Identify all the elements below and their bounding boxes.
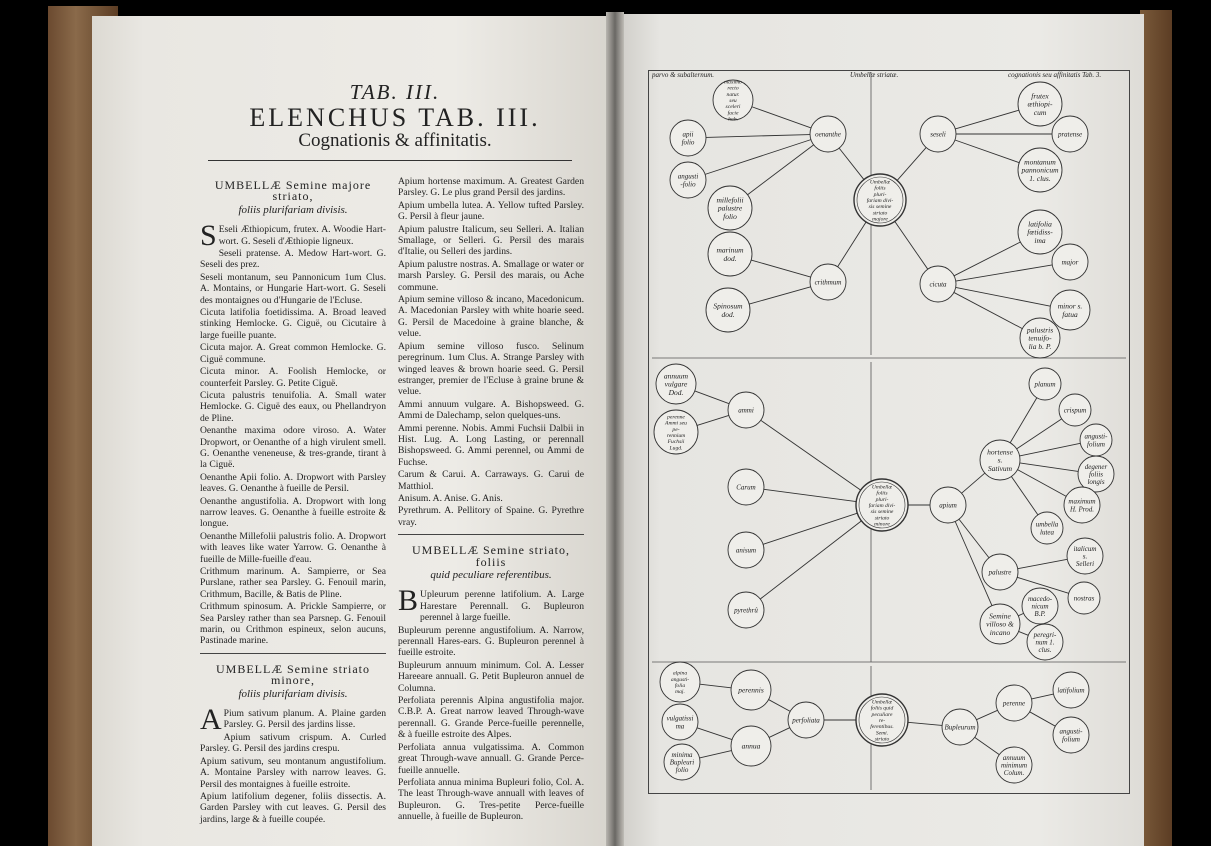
page-title: ELENCHUS TAB. III. xyxy=(249,103,541,132)
diagram-node xyxy=(670,162,706,198)
diagram-edge xyxy=(749,287,810,304)
diagram-node xyxy=(1067,538,1103,574)
diagram-node xyxy=(656,364,696,404)
diagram-edge xyxy=(955,140,1019,163)
diagram-node xyxy=(996,685,1032,721)
entry-paragraph: Ammi perenne. Nobis. Ammi Fuchsii Dalbii in Hist. Lug. A. Long Lasting, or perennall Bishopsweed. G. Ammi perennel, ou Ammi de Fuchse. xyxy=(398,422,584,468)
diagram-node-label: apium xyxy=(939,501,957,510)
diagram-node xyxy=(856,479,908,531)
diagram-node xyxy=(731,726,771,766)
diagram-node xyxy=(1027,624,1063,660)
diagram-node-label: palustre xyxy=(988,568,1012,577)
diagram-edge xyxy=(895,221,928,269)
diagram-node xyxy=(810,116,846,152)
entry-paragraph: Apium latifolium degener, foliis dissectis. A. Garden Parsley with cut leaves. G. Persil des jardins, large & à fueille coupée. xyxy=(200,790,386,825)
diagram-edge xyxy=(705,140,811,175)
diagram-node-label: oenanthe xyxy=(815,130,841,139)
drop-cap: A xyxy=(200,703,222,737)
diagram-edge xyxy=(700,751,732,758)
diagram-node-label: major xyxy=(1061,258,1079,267)
diagram-node xyxy=(728,469,764,505)
diagram-node xyxy=(942,709,978,745)
diagram-node xyxy=(728,392,764,428)
diagram-edge xyxy=(838,222,866,267)
diagram-edge xyxy=(697,415,729,425)
diagram-node-label: perenne Ammi seu pe-rennium Fuchsii Lugd. xyxy=(665,414,687,452)
diagram-node-label: perfoliata xyxy=(792,716,820,725)
diagram-node-label: frutex æthiopi-cum xyxy=(1027,91,1053,117)
diagram-node-label: crispum xyxy=(1063,406,1087,415)
section-heading: UMBELLÆ Semine striato minore, xyxy=(216,661,370,688)
diagram-edge xyxy=(764,489,856,501)
diagram-node-label: latifolia fœtidiss-ima xyxy=(1027,219,1053,245)
diagram-node xyxy=(856,694,908,746)
entry-paragraph: Crithmum marinum. A. Sampierre, or Sea Purslane, rather sea Parsley. G. Fenouil marin, Crithmum, Bacille, & Batis de Pline. xyxy=(200,566,386,600)
diagram-edge xyxy=(1020,443,1081,456)
entry-paragraph: Perfoliata annua minima Bupleuri folio, Col. A. The least Through-wave annuall with leaves of Bupleuron. G. Tres-petite Perce-fueille annuelle, à fueille de Bupleuron. xyxy=(398,776,584,823)
diagram-node-label: hortense s. Sativum xyxy=(987,447,1013,473)
diagram-node-label: ammi xyxy=(738,406,754,415)
diagram-node-label: Umbellæ foliis pluri-fariam divi-sis semine striato majore xyxy=(866,179,894,223)
diagram-node-label: Spinosum dod. xyxy=(713,301,743,319)
entry-paragraph: Crithmum spinosum. A. Prickle Sampierre, or Sea Parsley rather than sea Parsnep. G. Fenouil marin, ou Crithmon espineux, selon aucuns, Pastinade marine. xyxy=(200,601,386,647)
diagram-edge xyxy=(752,107,811,128)
entry-paragraph: Cicuta major. A. Great common Hemlocke. G. Ciguë commune. xyxy=(200,342,386,365)
drop-cap: B xyxy=(398,584,419,618)
diagram-node-label: crithmum xyxy=(814,278,842,287)
entry-paragraph: Apium sativum crispum. A. Curled Parsley. G. Persil des jardins crespu. xyxy=(200,731,386,755)
diagram-node xyxy=(1064,487,1100,523)
diagram-node xyxy=(1053,717,1089,753)
diagram-node xyxy=(1059,394,1091,426)
diagram-edge xyxy=(1010,398,1037,443)
diagram-node xyxy=(810,264,846,300)
drop-cap: S xyxy=(200,219,217,253)
entry-paragraph: Apium semine villoso & incano, Macedonicum. A. Macedonian Parsley with white hoarie seed. G. Persil de Macedoine à graine blanche, & velue. xyxy=(398,294,584,340)
diagram-node xyxy=(1031,512,1063,544)
diagram-header-center: Umbellæ striatæ. xyxy=(850,71,899,79)
diagram-edge xyxy=(975,737,1000,754)
diagram-edge xyxy=(748,145,814,195)
diagram-edge xyxy=(1020,463,1078,472)
diagram-node-label: Bupleurum xyxy=(944,723,976,732)
diagram-node-label: latifolium xyxy=(1057,686,1085,695)
diagram-node-label: maximo recto natur. seu sceleri facie hab. xyxy=(724,79,742,123)
entry-paragraph: Oenanthe maxima odore viroso. A. Water Dropwort, or Oenanthe of a high virulent smell. G. Oenanthe veneneuse, & tres-grande, tirant à la Ciguë. xyxy=(200,425,386,471)
diagram-edge xyxy=(976,710,997,719)
diagram-edge xyxy=(769,728,790,738)
diagram-node xyxy=(980,440,1020,480)
section-subheading: quid peculiare referentibus. xyxy=(430,569,552,581)
diagram-node-label: macedo-nicum B.P. xyxy=(1027,594,1053,619)
entry-paragraph: Apium sativum, seu montanum angustifolium. A. Montaine Parsley with narrow leaves. G. Persil des montaignes à fueille estroite. xyxy=(200,755,386,790)
entry-paragraph: Bupleurum annuum minimum. Col. A. Lesser Hareeare annuall. G. Petit Bupleuron annuel de Columna. xyxy=(398,659,584,694)
diagram-node xyxy=(1018,82,1062,126)
diagram-edge xyxy=(1018,559,1068,568)
diagram-node xyxy=(980,604,1020,644)
entry-paragraph: Apium hortense maximum. A. Greatest Garden Parsley. G. Le plus grand Persil des jardins. xyxy=(398,176,584,199)
entry-paragraph: Oenanthe Millefolii palustris folio. A. Dropwort with leaves like water Yarrow. G. Oenanthe à fueille de Mille-fueille d'eau. xyxy=(200,530,386,565)
diagram-node-label: angusti -folio xyxy=(677,172,699,189)
diagram-node-label: millefolii palustre folio xyxy=(716,195,744,221)
diagram-node-label: peregri-num 1. clus. xyxy=(1033,630,1057,655)
diagram-edge xyxy=(1017,419,1062,449)
diagram-node xyxy=(670,120,706,156)
diagram-node xyxy=(1029,368,1061,400)
diagram-node-label: perenne xyxy=(1002,699,1026,708)
entry-paragraph: Apium semine villoso fusco. Selinum peregrinum. 1um Clus. A. Strange Parsley with winged leaves & brown hoarie seed. G. Persil estranger, premier de l'Ecluse à graine brune & velue. xyxy=(398,340,584,398)
diagram-node-label: annuum minimum Colum. xyxy=(1000,753,1028,778)
diagram-edge xyxy=(1018,613,1023,615)
diagram-edge xyxy=(1030,712,1056,726)
diagram-node xyxy=(854,174,906,226)
diagram-edge xyxy=(897,148,926,181)
diagram-edge xyxy=(1032,694,1054,699)
diagram-node-label: palustris tenuifo-lia b. P. xyxy=(1026,325,1054,351)
diagram-node xyxy=(728,592,764,628)
diagram-node xyxy=(664,744,700,780)
entry-paragraph: Apium palustre Italicum, seu Selleri. A. Italian Smallage, or Selleri. G. Persil des marais d'Italie, ou Selleri des jardins. xyxy=(398,223,584,258)
diagram-node xyxy=(1052,116,1088,152)
entry-paragraph: Upleurum perenne latifolium. A. Large Harestare Perennall. G. Bupleuron perennel à large fueille. xyxy=(420,589,584,624)
diagram-edge xyxy=(1018,470,1067,497)
entry-paragraph: Seseli pratense. A. Medow Hart-wort. G. Seseli des prez. xyxy=(200,248,386,271)
entry-paragraph: Oenanthe angustifolia. A. Dropwort with long narrow leaves. G. Oenanthe à fueille estroite & longue. xyxy=(200,495,386,530)
diagram-header-right: cognationis seu affinitatis Tab. 3. xyxy=(1008,71,1102,79)
diagram-node-label: angusti-folium xyxy=(1059,727,1083,744)
diagram-node-label: anisum xyxy=(735,546,757,555)
diagram-node xyxy=(660,662,700,702)
diagram-node xyxy=(1050,290,1090,330)
page-subtitle: Cognationis & affinitatis. xyxy=(298,130,492,151)
section-subheading: foliis plurifariam divisis. xyxy=(238,687,348,700)
diagram-edge xyxy=(954,242,1020,276)
entry-paragraph: Pium sativum planum. A. Plaine garden Parsley. G. Persil des jardins lisse. xyxy=(223,708,386,731)
diagram-node xyxy=(1068,582,1100,614)
diagram-edge xyxy=(954,292,1022,328)
diagram-node xyxy=(654,410,698,454)
section-subheading: foliis plurifariam divisis. xyxy=(238,203,348,216)
diagram-node xyxy=(1053,672,1089,708)
entry-paragraph: Apium palustre nostras. A. Smallage or water or marsh Parsley. G. Persil des marais, ou Ache commune. xyxy=(398,258,584,293)
diagram-node-label: italicum s. Selleri xyxy=(1073,544,1097,569)
diagram-node-label: planum xyxy=(1034,380,1056,389)
entry-paragraph: Bupleurum perenne angustifolium. A. Narrow, perennall Hares-ears. G. Bupleuron perennel à fueille estroite. xyxy=(398,624,584,659)
entry-paragraph: Eseli Æthiopicum, frutex. A. Woodie Hart-wort. G. Seseli d'Æthiopie ligneux. xyxy=(218,224,386,247)
diagram-edge xyxy=(956,287,1051,306)
diagram-node-label: apii folio xyxy=(681,130,695,147)
entry-paragraph: Oenanthe Apii folio. A. Dropwort with Parsley leaves. G. Oenanthe à fueille de Persil. xyxy=(200,471,386,495)
diagram-node xyxy=(982,554,1018,590)
diagram-node xyxy=(1018,210,1062,254)
entry-paragraph: Cicuta palustris tenuifolia. A. Small water Hemlocke. G. Ciguë des eaux, ou Phellandryon de Pline. xyxy=(200,389,386,424)
diagram-edge xyxy=(959,519,989,558)
diagram-edge xyxy=(962,473,985,493)
diagram-node xyxy=(920,266,956,302)
diagram-edge xyxy=(700,684,731,688)
diagram-node xyxy=(713,79,753,122)
diagram-node-label: minima Bupleuri folio xyxy=(669,750,695,775)
diagram-node-label: nostras xyxy=(1073,594,1095,603)
diagram-node xyxy=(728,532,764,568)
diagram-edge xyxy=(697,728,732,740)
diagram-node-label: Umbellæ foliis quid peculiare re-ferentibus. Semi. striato xyxy=(870,699,894,743)
diagram-edge xyxy=(839,148,864,179)
diagram-edge xyxy=(1019,631,1029,635)
diagram-edge xyxy=(751,260,811,277)
diagram-node-label: degener foliis longis xyxy=(1084,462,1108,487)
section-heading: UMBELLÆ Semine majore striato, xyxy=(214,178,372,204)
diagram-node-label: minor s. fatua xyxy=(1057,301,1083,319)
diagram-node-label: Carum xyxy=(736,483,756,492)
diagram-node xyxy=(1052,244,1088,280)
diagram-node-label: angusti-folium xyxy=(1084,432,1108,449)
diagram-node-label: Umbellæ foliis pluri-fariam divi-sis semine striato minore xyxy=(868,484,896,528)
diagram-node xyxy=(662,704,698,740)
diagram-node-label: Semine villoso & incano xyxy=(986,611,1014,637)
diagram-node xyxy=(708,186,752,230)
diagram-node xyxy=(920,116,956,152)
entry-paragraph: Apium umbella lutea. A. Yellow tufted Parsley. G. Persil à fleur jaune. xyxy=(398,199,584,223)
diagram-edge xyxy=(955,110,1019,129)
entry-paragraph: Pyrethrum. A. Pellitory of Spaine. G. Pyrethre vray. xyxy=(398,505,584,528)
entry-paragraph: Ammi annuum vulgare. A. Bishopsweed. G. Ammi de Dalechamp, selon quelques-uns. xyxy=(398,398,584,422)
entry-paragraph: Carum & Carui. A. Carraways. G. Carui de Matthiol. xyxy=(398,469,584,492)
diagram-edge xyxy=(1011,476,1038,514)
diagram-node-label: pyrethrû xyxy=(734,606,758,615)
diagram-node-label: marinum dod. xyxy=(716,245,744,263)
diagram-node-label: maximum H. Prod. xyxy=(1068,497,1096,514)
diagram-node xyxy=(930,487,966,523)
diagram-node xyxy=(1078,456,1114,492)
diagram-node-label: seseli xyxy=(930,130,946,139)
diagram-node-label: annua xyxy=(741,741,761,751)
diagram-node xyxy=(731,670,771,710)
diagram-node-label: annuum vulgare Dod. xyxy=(663,371,689,397)
diagram-header-left: parvo & subalternum. xyxy=(652,71,715,79)
diagram-node-label: montanum pannonicum 1. clus. xyxy=(1021,157,1059,183)
tab-label: TAB. III. xyxy=(349,80,441,104)
diagram-edge xyxy=(695,391,729,404)
diagram-node-label: alpina angusti-folia maj. xyxy=(670,670,690,696)
entry-paragraph: Perfoliata annua vulgatissima. A. Common great Through-wave annuall. G. Grande Perce-fueille annuelle. xyxy=(398,741,584,776)
diagram-node xyxy=(708,232,752,276)
section-heading: UMBELLÆ Semine striato, foliis xyxy=(412,543,570,569)
diagram-node-label: pratense xyxy=(1057,130,1083,139)
diagram-node xyxy=(706,288,750,332)
diagram-edge xyxy=(706,135,810,138)
entry-paragraph: Cicuta latifolia foetidissima. A. Broad leaved stinking Hemlocke. G. Ciguë, ou Cicutaire à large fueille puante. xyxy=(200,307,386,341)
diagram-node xyxy=(1020,318,1060,358)
diagram-edge xyxy=(769,700,791,712)
entry-paragraph: Anisum. A. Anise. G. Anis. xyxy=(398,492,503,504)
entry-paragraph: Cicuta minor. A. Foolish Hemlocke, or counterfeit Parsley. G. Petite Ciguë. xyxy=(200,366,386,389)
entry-paragraph: Seseli montanum, seu Pannonicum 1um Clus. A. Montains, or Hungarie Hart-wort. G. Seseli des montaignes ou d'Hungarie de l'Ecluse. xyxy=(200,271,386,306)
diagram-edge xyxy=(760,521,861,599)
diagram-node-label: perennis xyxy=(738,685,764,695)
entry-paragraph: Perfoliata perennis Alpina angustifolia major. C.B.P. A. Great narrow leaved Through-wave perennall. G. Grande Perce-fueille perennelle, & à fueille estroite des Alpes. xyxy=(398,695,584,741)
diagram-node xyxy=(788,702,824,738)
diagram-node xyxy=(996,747,1032,783)
diagram-node xyxy=(1080,424,1112,456)
diagram-node-label: cicuta xyxy=(929,280,947,289)
diagram-node xyxy=(1022,588,1058,624)
diagram-edge xyxy=(908,722,942,725)
diagram-edge xyxy=(763,513,857,544)
diagram-node-label: vulgatissi ma xyxy=(666,714,694,731)
diagram-node xyxy=(1018,148,1062,192)
diagram-node-label: umbella lutea xyxy=(1035,520,1059,537)
diagram-edge xyxy=(761,420,861,490)
